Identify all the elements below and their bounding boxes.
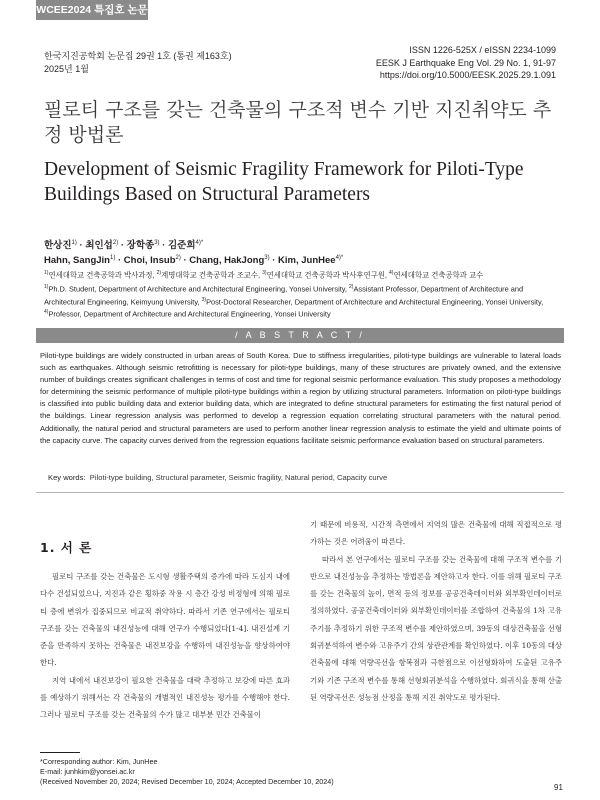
affil-sup: 3) [201,296,207,303]
authors-english: Hahn, SangJin$^{1)}$ · Choi, Insub$^{2)}$ · Chang, HakJong$^{3)}$ · Kim, JunHee$^{4)*}$ [44,255,344,267]
author-sup: 2) [175,255,181,261]
affiliation: Ph.D. Student, Department of Architecture and Architectural Engineering, Yonsei University, [48,284,350,294]
abstract-heading: / A B S T R A C T / [36,328,564,343]
keywords [48,473,387,482]
author-sup: 2) [112,240,119,246]
affiliation: 연세대학교 건축공학과 교수 [393,270,484,280]
paragraph: 기 때문에 비용적, 시간적 측면에서 지역의 많은 건축물에 대해 직접적으로 평가하는 것은 어려움이 따른다. [310,520,562,547]
author: 장학종 [126,240,155,252]
author: 최인섭 [85,240,113,252]
author: 한상진 [44,240,72,252]
title-english: Development of Seismic Fragility Framework for Piloti-Type Buildings Based on Structural Parameters [44,159,524,205]
divider [36,492,564,493]
author: Chang, HakJong [189,255,265,267]
affiliations-korean [44,268,560,281]
keywords-label: Key words: [48,473,86,482]
author-sup: 1) [109,255,116,261]
author-sup: 4)* [195,240,204,246]
citation: EESK J Earthquake Eng Vol. 29 No. 1, 91-97 [375,57,556,68]
affil-sup: 1) [44,284,49,290]
page-number: 91 [554,783,563,792]
author: Hahn, SangJin [44,255,110,267]
abstract-text: Piloti-type buildings are widely constructed in urban areas of South Korea. Due to stiffness irregularities, piloti-type buildings are vulnerable to lateral loads such as earthquakes. Although seismic retrofitting is necessary for piloti-type buildings, many of these structures are privately owned, and the extensive number of buildings creates significant challenges in terms of cost and time for regional seismic performance evaluation. This study proposes a methodology for determining the seismic performance of multiple piloti-type buildings within a region by utilizing structural parameters. Information on piloti-type buildings is classified into public building data and exterior building data, which are integrated to define structural parameters for estimating the first natural period of the buildings. Linear regression analysis was performed to develop a regression equation correlating structural parameters with the natural period. Additionally, the natural period and structural parameters are used to perform another linear regression analysis to estimate the yield and ultimate points of the capacity curve. The capacity curves derived from the regression equations facilitate seismic performance evaluation based on structural parameters. [40,351,561,445]
email[interactable]: E-mail: junhkim@yonsei.ac.kr [40,767,135,776]
footnote [40,757,334,787]
received-dates: (Received November 20, 2024; Revised December 10, 2024; Accepted December 10, 2024) [40,777,334,786]
affiliation: 계명대학교 건축공학과 조교수, [161,270,263,280]
corresponding-label: *Corresponding author: [40,757,115,766]
keywords-list: Piloti-type building, Structural parameter, Seismic fragility, Natural period, Capacity curve [89,473,388,482]
journal-info-en [340,44,556,82]
affil-sup: 4) [44,309,49,316]
corresponding-author [40,757,334,767]
journal-date-ko: 2025년 1월 [44,63,89,74]
affiliation: 연세대학교 건축공학과 박사과정, [48,270,157,280]
affiliation: Assistant Professor, Department of Architecture and Architectural Engineering, Keimyung University, [44,284,524,307]
affil-sup: 2) [156,270,162,276]
author: 김준희 [167,240,196,252]
journal-info-ko [44,50,232,75]
authors-korean: 한상진$^{1)}$ · 최인섭$^{2)}$ · 장학종$^{3)}$ · 김준희$^{4)*}$ [44,240,204,252]
paragraph: 지역 내에서 내진보강이 필요한 건축물을 대략 추정하고 보강에 따른 효과를 예상하기 위해서는 각 건축물의 개별적인 내진성능 평가를 수행해야 한다. 그러나 필로티 구조를 갖는 건축물의 수가 많고 대부분 민간 건축물이 [40,675,290,720]
author-sup: 1) [71,240,77,246]
doi-link[interactable]: https://doi.org/10.5000/EESK.2025.29.1.091 [379,70,556,80]
section-heading-introduction: 1. 서 론 [40,540,93,555]
left-column [40,568,290,724]
affiliation: Post-Doctoral Researcher, Department of Architecture and Architectural Engineering, Yonsei University, [206,297,544,307]
right-column [310,516,562,706]
affiliation: Professor, Department of Architecture and Architectural Engineering, Yonsei University [48,309,331,319]
author-sup: 3) [264,255,270,261]
affil-sup: 3) [262,270,267,276]
issn: ISSN 1226-525X / eISSN 2234-1099 [409,45,556,55]
corresponding-name: Kim, JunHee [114,757,158,766]
affil-sup: 1) [44,270,49,276]
affiliations-english [44,282,560,320]
author-sup: 3) [154,240,160,246]
author: Choi, Insub [123,255,176,267]
author-sup: 4)* [335,255,344,261]
paragraph: 필로티 구조를 갖는 건축물은 도시형 생활주택의 증가에 따라 도심지 내에 다수 건설되었으나, 지진과 같은 횡하중 작용 시 층간 강성 비정형에 의해 필로티 층에 변위가 집중되므로 비교적 취약하다. 따라서 기존 연구에서는 필로티 구조를 갖는 건축물의 내진성능에 대해 연구가 수행되었다[1-4]. 내진설계 기준을 만족하지 못하는 건축물은 내진보강을 수행하여 내진성능을 향상하여야 한다. [40,572,290,668]
title-korean: 필로티 구조를 갖는 건축물의 구조적 변수 기반 지진취약도 추정 방법론 [44,99,552,146]
author: Kim, JunHee [278,255,336,267]
special-issue-banner: WCEE2024 특집호 논문 [36,0,148,20]
journal-volume-ko: 한국지진공학회 논문집 29권 1호 (통권 제163호) [44,51,232,61]
footnote-rule [40,752,80,753]
affil-sup: 2) [349,284,354,290]
paragraph: 따라서 본 연구에서는 필로티 구조를 갖는 건축물에 대해 구조적 변수를 기반으로 내진성능을 추정하는 방법론을 제안하고자 한다. 이를 위해 필로티 구조를 갖는 건축물의 높이, 면적 등의 정보를 공공건축데이터와 외부확인데이터로 정의하였다. 공공건축데이터와 외부확인데이터를 조합하여 건축물의 1차 고유주기를 추정하기 위한 구조적 변수를 제안하였으며, 39동의 대상건축물을 선형회귀분석하여 변수와 고유주기 간의 상관관계를 확인하였다. 이후 10동의 대상건축물에 대해 역량곡선을 항복점과 극한점으로 이선형화하여 도출된 고유주기와 기존 구조적 변수를 통해 선형회귀분석을 수행하였다. 회귀식을 통해 산출된 역량곡선은 성능점 산정을 통해 지진 취약도로 평가된다. [310,554,562,702]
affil-sup: 4) [389,270,394,276]
affiliation: 연세대학교 건축공학과 박사후연구원, [266,270,390,280]
